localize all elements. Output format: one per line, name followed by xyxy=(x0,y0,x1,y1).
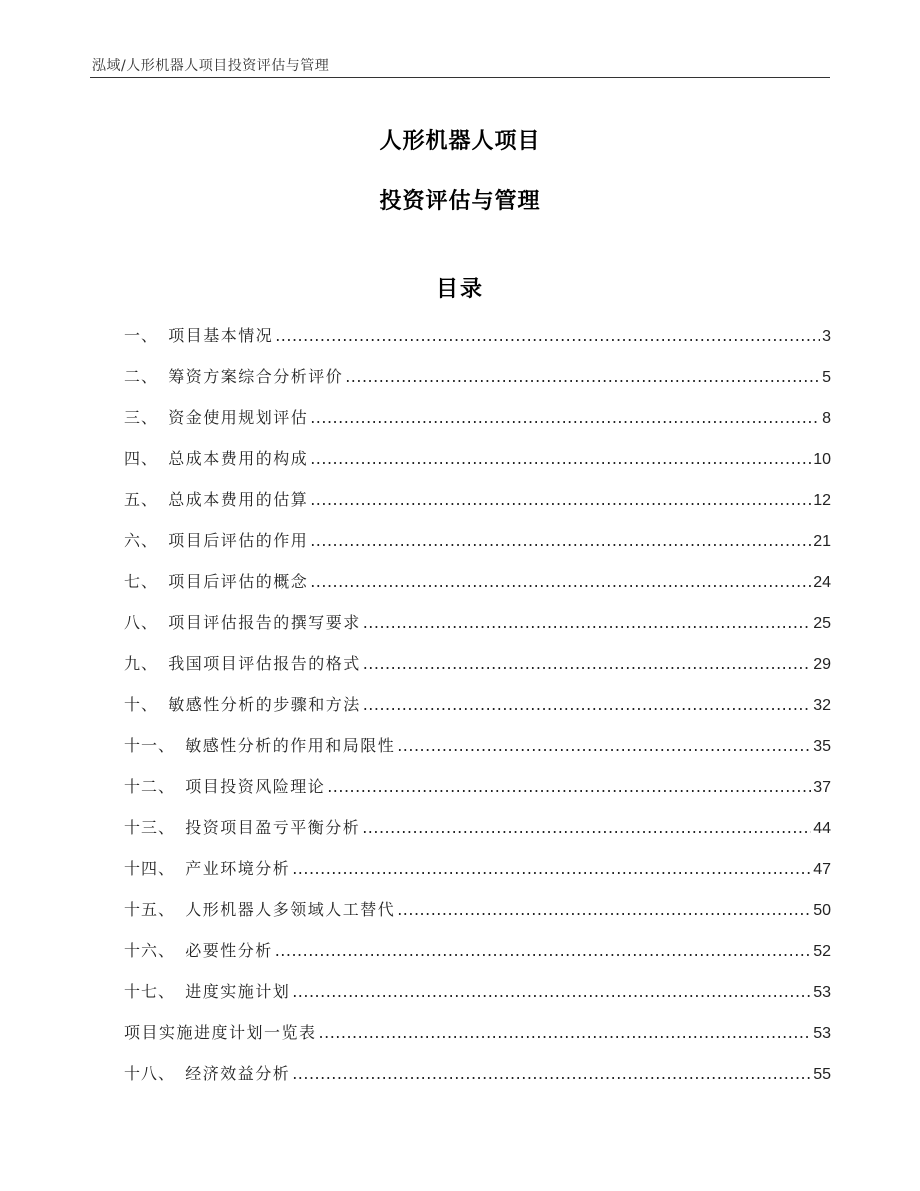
toc-entry-label: 资金使用规划评估 xyxy=(168,408,309,427)
toc-entry-page-number: 10 xyxy=(813,451,831,468)
toc-entry-page-number: 25 xyxy=(813,615,831,632)
toc-entry[interactable] xyxy=(124,446,831,487)
toc-entry-spacer xyxy=(158,531,168,550)
toc-entry-spacer xyxy=(175,941,185,960)
toc-entry-number: 十三、 xyxy=(124,818,176,837)
toc-entry[interactable] xyxy=(124,1020,831,1061)
toc-entry-number: 十一、 xyxy=(124,736,176,755)
toc-entry-leader-dots xyxy=(362,818,811,837)
toc-entry[interactable] xyxy=(124,364,831,405)
toc-entry-page-number: 24 xyxy=(813,574,831,591)
toc-entry-number: 十七、 xyxy=(124,982,176,1001)
toc-entry-spacer xyxy=(158,449,168,468)
toc-entry-leader-dots xyxy=(345,367,820,386)
toc-entry-leader-dots xyxy=(397,736,811,755)
toc-entry-number: 七、 xyxy=(124,572,159,591)
toc-entry-page-number: 5 xyxy=(822,369,831,386)
toc-entry-number: 十、 xyxy=(124,695,159,714)
toc-entry-spacer xyxy=(158,326,168,345)
toc-entry-label: 必要性分析 xyxy=(185,941,273,960)
toc-entry-leader-dots xyxy=(275,326,820,345)
toc-entry[interactable] xyxy=(124,979,831,1020)
toc-entry[interactable] xyxy=(124,692,831,733)
toc-entry-page-number: 53 xyxy=(813,1025,831,1042)
toc-entry-leader-dots xyxy=(397,900,811,919)
table-of-contents xyxy=(124,323,831,1102)
toc-entry[interactable] xyxy=(124,651,831,692)
toc-entry-page-number: 21 xyxy=(813,533,831,550)
toc-entry[interactable] xyxy=(124,856,831,897)
toc-entry[interactable] xyxy=(124,774,831,815)
toc-entry-label: 敏感性分析的步骤和方法 xyxy=(168,695,361,714)
document-title-line-1: 人形机器人项目 xyxy=(379,129,541,154)
toc-entry-leader-dots xyxy=(363,654,812,673)
toc-entry-spacer xyxy=(158,408,168,427)
header-divider xyxy=(90,77,830,78)
running-header: 泓域/人形机器人项目投资评估与管理 xyxy=(92,58,330,74)
toc-entry-label: 项目后评估的作用 xyxy=(168,531,309,550)
toc-entry-number: 六、 xyxy=(124,531,159,550)
toc-entry-spacer xyxy=(158,367,168,386)
toc-entry-leader-dots xyxy=(310,531,811,550)
toc-entry-label: 投资项目盈亏平衡分析 xyxy=(185,818,361,837)
toc-entry-spacer xyxy=(158,654,168,673)
toc-entry-number: 十六、 xyxy=(124,941,176,960)
toc-entry-number: 一、 xyxy=(124,326,159,345)
toc-entry-number: 三、 xyxy=(124,408,159,427)
toc-entry[interactable] xyxy=(124,938,831,979)
toc-entry-leader-dots xyxy=(363,613,812,632)
toc-entry-spacer xyxy=(158,490,168,509)
toc-entry-number: 五、 xyxy=(124,490,159,509)
toc-entry-leader-dots xyxy=(292,859,811,878)
toc-entry-page-number: 12 xyxy=(813,492,831,509)
toc-entry-spacer xyxy=(175,982,185,1001)
toc-entry-leader-dots xyxy=(319,1023,812,1042)
toc-entry-leader-dots xyxy=(363,695,812,714)
toc-entry-page-number: 44 xyxy=(813,820,831,837)
toc-entry-page-number: 55 xyxy=(813,1066,831,1083)
toc-entry-page-number: 35 xyxy=(813,738,831,755)
toc-entry-label: 总成本费用的构成 xyxy=(168,449,309,468)
toc-entry[interactable] xyxy=(124,815,831,856)
toc-entry-label: 筹资方案综合分析评价 xyxy=(168,367,344,386)
toc-entry-label: 项目实施进度计划一览表 xyxy=(124,1023,317,1042)
toc-entry-number: 八、 xyxy=(124,613,159,632)
toc-entry-page-number: 53 xyxy=(813,984,831,1001)
toc-entry-label: 项目评估报告的撰写要求 xyxy=(168,613,361,632)
toc-entry-leader-dots xyxy=(292,982,811,1001)
toc-entry-label: 经济效益分析 xyxy=(185,1064,291,1083)
toc-entry[interactable] xyxy=(124,610,831,651)
toc-entry-leader-dots xyxy=(292,1064,811,1083)
toc-entry-label: 敏感性分析的作用和局限性 xyxy=(185,736,396,755)
toc-entry-page-number: 8 xyxy=(822,410,831,427)
toc-entry-spacer xyxy=(175,736,185,755)
toc-entry-number: 十四、 xyxy=(124,859,176,878)
toc-entry-number: 九、 xyxy=(124,654,159,673)
toc-entry-leader-dots xyxy=(327,777,811,796)
toc-entry-number: 十五、 xyxy=(124,900,176,919)
toc-entry-label: 进度实施计划 xyxy=(185,982,291,1001)
toc-entry-spacer xyxy=(175,859,185,878)
toc-entry[interactable] xyxy=(124,528,831,569)
toc-entry-spacer xyxy=(175,818,185,837)
toc-entry-label: 项目投资风险理论 xyxy=(185,777,326,796)
toc-entry[interactable] xyxy=(124,1061,831,1102)
toc-entry-page-number: 52 xyxy=(813,943,831,960)
toc-entry[interactable] xyxy=(124,323,831,364)
toc-entry[interactable] xyxy=(124,733,831,774)
toc-entry-number: 二、 xyxy=(124,367,159,386)
toc-entry-spacer xyxy=(175,777,185,796)
toc-entry-label: 项目基本情况 xyxy=(168,326,274,345)
toc-heading: 目录 xyxy=(435,277,484,302)
toc-entry-number: 四、 xyxy=(124,449,159,468)
toc-entry-page-number: 3 xyxy=(822,328,831,345)
toc-entry-spacer xyxy=(158,572,168,591)
toc-entry-leader-dots xyxy=(310,490,811,509)
toc-entry-leader-dots xyxy=(275,941,812,960)
toc-entry-leader-dots xyxy=(310,408,820,427)
toc-entry-number: 十八、 xyxy=(124,1064,176,1083)
toc-entry-label: 产业环境分析 xyxy=(185,859,291,878)
toc-entry-page-number: 47 xyxy=(813,861,831,878)
toc-entry-spacer xyxy=(158,695,168,714)
toc-entry[interactable] xyxy=(124,897,831,938)
toc-entry[interactable] xyxy=(124,569,831,610)
toc-entry-leader-dots xyxy=(310,449,811,468)
toc-entry-page-number: 32 xyxy=(813,697,831,714)
toc-entry-spacer xyxy=(158,613,168,632)
toc-entry-spacer xyxy=(175,1064,185,1083)
toc-entry[interactable] xyxy=(124,405,831,446)
toc-entry-label: 人形机器人多领域人工替代 xyxy=(185,900,396,919)
toc-entry-page-number: 37 xyxy=(813,779,831,796)
toc-entry-label: 我国项目评估报告的格式 xyxy=(168,654,361,673)
document-title-line-2: 投资评估与管理 xyxy=(379,189,541,214)
toc-entry-label: 总成本费用的估算 xyxy=(168,490,309,509)
toc-entry-leader-dots xyxy=(310,572,811,591)
toc-entry[interactable] xyxy=(124,487,831,528)
toc-entry-number: 十二、 xyxy=(124,777,176,796)
toc-entry-page-number: 29 xyxy=(813,656,831,673)
toc-entry-label: 项目后评估的概念 xyxy=(168,572,309,591)
toc-entry-page-number: 50 xyxy=(813,902,831,919)
toc-entry-spacer xyxy=(175,900,185,919)
